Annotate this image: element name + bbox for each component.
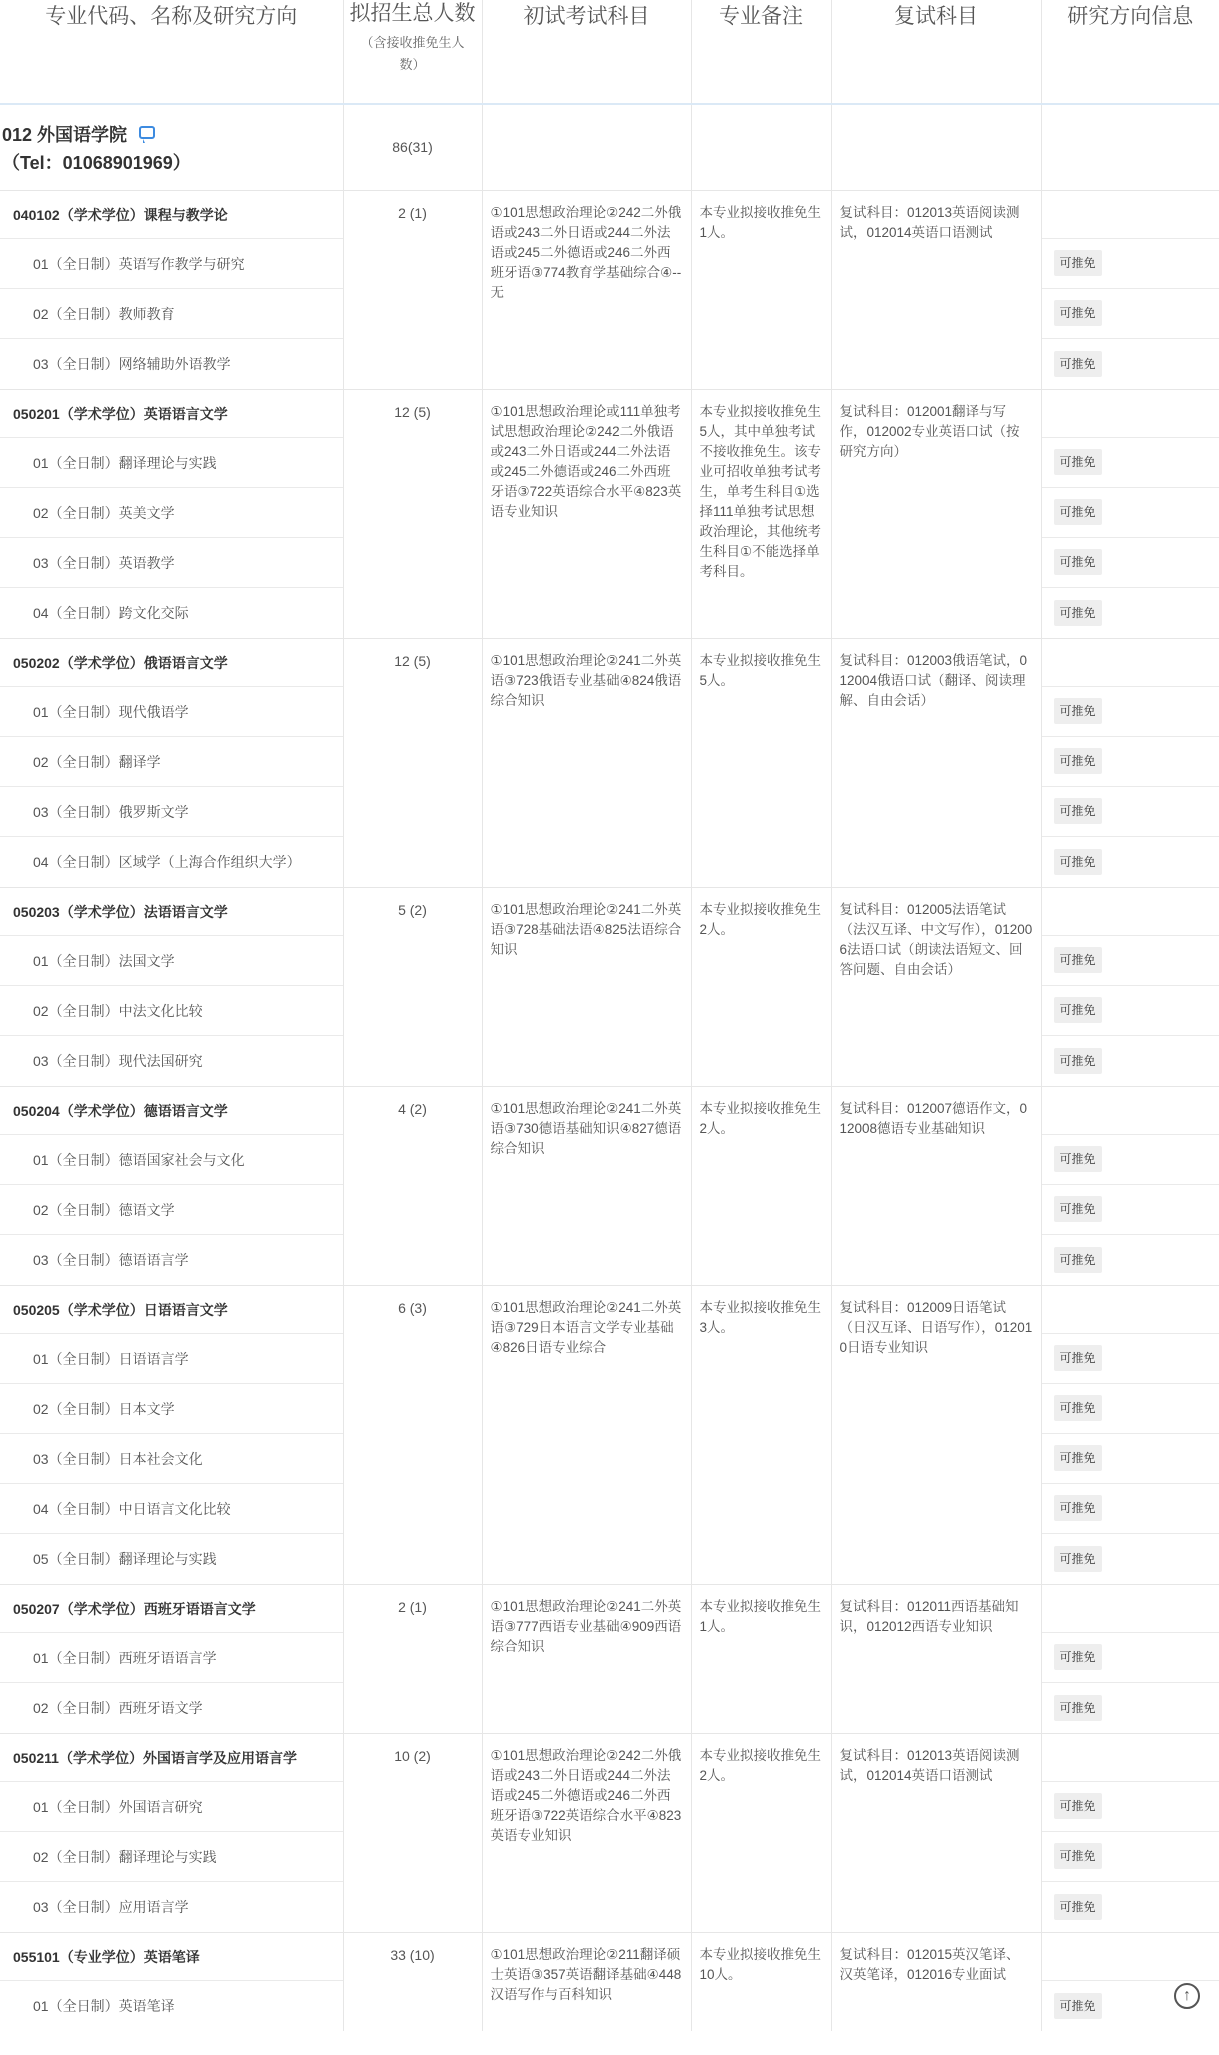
department-row	[0, 104, 1219, 190]
research-direction[interactable]: 02（全日制）中法文化比较	[0, 986, 343, 1036]
retest-subjects: 复试科目：012009日语笔试（日汉互译、日语写作），012010日语专业知识	[831, 1285, 1041, 1584]
research-direction[interactable]: 02（全日制）日本文学	[0, 1384, 343, 1434]
recommend-exempt-tag[interactable]: 可推免	[1054, 849, 1102, 875]
retest-subjects: 复试科目：012011西语基础知识，012012西语专业知识	[831, 1584, 1041, 1733]
research-direction[interactable]: 01（全日制）翻译理论与实践	[0, 438, 343, 488]
recommend-exempt-tag[interactable]: 可推免	[1054, 1843, 1102, 1869]
major-name[interactable]: 050201（学术学位）英语语言文学	[0, 390, 343, 438]
recommend-exempt-tag[interactable]: 可推免	[1054, 1644, 1102, 1670]
major-group-row	[0, 1932, 1219, 2031]
recommend-exempt-tag[interactable]: 可推免	[1054, 300, 1102, 326]
recommend-exempt-tag[interactable]: 可推免	[1054, 1048, 1102, 1074]
retest-subjects: 复试科目：012015英汉笔译、汉英笔译，012016专业面试	[831, 1932, 1041, 2031]
retest-subjects: 复试科目：012005法语笔试（法汉互译、中文写作），012006法语口试（朗读法语短文、回答问题、自由会话）	[831, 887, 1041, 1086]
recommend-exempt-tag[interactable]: 可推免	[1054, 1345, 1102, 1371]
department-tel: （Tel：01068901969）	[2, 153, 191, 173]
major-cell	[0, 1733, 343, 1932]
exam-subjects: ①101思想政治理论②241二外英语③723俄语专业基础④824俄语综合知识	[482, 638, 691, 887]
research-direction[interactable]: 03（全日制）应用语言学	[33, 1898, 189, 1915]
recommend-exempt-tag[interactable]: 可推免	[1054, 1247, 1102, 1273]
header-note: 专业备注	[691, 0, 831, 104]
major-group-row	[0, 1285, 1219, 1584]
direction-info-cell	[1041, 887, 1219, 1086]
header-exam: 初试考试科目	[482, 0, 691, 104]
research-direction[interactable]: 05（全日制）翻译理论与实践	[33, 1550, 217, 1567]
arrow-up-circle-icon: ↑	[1183, 1987, 1191, 2004]
major-note: 本专业拟接收推免生1人。	[691, 190, 831, 389]
major-cell	[0, 1086, 343, 1285]
research-direction[interactable]: 02（全日制）翻译学	[0, 737, 343, 787]
major-name[interactable]: 055101（专业学位）英语笔译	[0, 1933, 343, 1981]
research-direction[interactable]: 03（全日制）日本社会文化	[0, 1434, 343, 1484]
header-count: 拟招生总人数 （含接收推免生人数）	[343, 0, 482, 104]
recommend-exempt-tag[interactable]: 可推免	[1054, 997, 1102, 1023]
direction-info-cell	[1041, 1285, 1219, 1584]
major-name[interactable]: 050202（学术学位）俄语语言文学	[0, 639, 343, 687]
research-direction[interactable]: 01（全日制）英语写作教学与研究	[0, 239, 343, 289]
major-cell	[0, 1932, 343, 2031]
message-icon[interactable]	[139, 126, 155, 139]
recommend-exempt-tag[interactable]: 可推免	[1054, 1993, 1102, 2019]
research-direction[interactable]: 02（全日制）德语文学	[0, 1185, 343, 1235]
direction-info-cell	[1041, 1584, 1219, 1733]
enrollment-count: 12 (5)	[343, 389, 482, 638]
research-direction[interactable]: 03（全日制）网络辅助外语教学	[33, 355, 231, 372]
major-cell	[0, 638, 343, 887]
enrollment-count: 4 (2)	[343, 1086, 482, 1285]
major-note: 本专业拟接收推免生3人。	[691, 1285, 831, 1584]
recommend-exempt-tag[interactable]: 可推免	[1054, 1793, 1102, 1819]
research-direction[interactable]: 01（全日制）现代俄语学	[0, 687, 343, 737]
major-group-row	[0, 1086, 1219, 1285]
enrollment-count: 5 (2)	[343, 887, 482, 1086]
exam-subjects: ①101思想政治理论或111单独考试思想政治理论②242二外俄语或243二外日语或244二外法语或245二外德语或246二外西班牙语③722英语综合水平④823英语专业知识	[482, 389, 691, 638]
enrollment-count: 2 (1)	[343, 1584, 482, 1733]
research-direction[interactable]: 02（全日制）翻译理论与实践	[0, 1832, 343, 1882]
major-name[interactable]: 050211（学术学位）外国语言学及应用语言学	[0, 1734, 343, 1782]
recommend-exempt-tag[interactable]: 可推免	[1054, 1695, 1102, 1721]
enrollment-count: 6 (3)	[343, 1285, 482, 1584]
major-cell	[0, 1285, 343, 1584]
major-group-row	[0, 1584, 1219, 1733]
major-cell	[0, 389, 343, 638]
major-cell	[0, 887, 343, 1086]
recommend-exempt-tag[interactable]: 可推免	[1054, 748, 1102, 774]
header-direction-info: 研究方向信息	[1041, 0, 1219, 104]
recommend-exempt-tag[interactable]: 可推免	[1054, 449, 1102, 475]
exam-subjects: ①101思想政治理论②211翻译硕士英语③357英语翻译基础④448汉语写作与百科知识	[482, 1932, 691, 2031]
major-group-row	[0, 887, 1219, 1086]
research-direction[interactable]: 03（全日制）德语语言学	[33, 1251, 189, 1268]
research-direction[interactable]: 04（全日制）中日语言文化比较	[0, 1484, 343, 1534]
recommend-exempt-tag[interactable]: 可推免	[1054, 947, 1102, 973]
exam-subjects: ①101思想政治理论②241二外英语③729日本语言文学专业基础④826日语专业综合	[482, 1285, 691, 1584]
major-note: 本专业拟接收推免生2人。	[691, 887, 831, 1086]
research-direction[interactable]: 03（全日制）俄罗斯文学	[0, 787, 343, 837]
major-name[interactable]: 040102（学术学位）课程与教学论	[0, 191, 343, 239]
enrollment-count: 10 (2)	[343, 1733, 482, 1932]
major-group-row	[0, 1733, 1219, 1932]
enrollment-count: 12 (5)	[343, 638, 482, 887]
recommend-exempt-tag[interactable]: 可推免	[1054, 250, 1102, 276]
research-direction[interactable]: 01（全日制）法国文学	[0, 936, 343, 986]
retest-subjects: 复试科目：012003俄语笔试，012004俄语口试（翻译、阅读理解、自由会话）	[831, 638, 1041, 887]
direction-info-cell	[1041, 1932, 1219, 2031]
research-direction[interactable]: 03（全日制）现代法国研究	[33, 1052, 203, 1069]
header-major: 专业代码、名称及研究方向	[0, 0, 343, 104]
enrollment-count: 2 (1)	[343, 190, 482, 389]
header-retest: 复试科目	[831, 0, 1041, 104]
research-direction[interactable]: 01（全日制）外国语言研究	[0, 1782, 343, 1832]
exam-subjects: ①101思想政治理论②241二外英语③730德语基础知识④827德语综合知识	[482, 1086, 691, 1285]
direction-info-cell	[1041, 389, 1219, 638]
department-cell	[0, 104, 343, 190]
research-direction[interactable]: 01（全日制）日语语言学	[0, 1334, 343, 1384]
research-direction[interactable]: 02（全日制）教师教育	[0, 289, 343, 339]
exam-subjects: ①101思想政治理论②242二外俄语或243二外日语或244二外法语或245二外德语或246二外西班牙语③774教育学基础综合④--无	[482, 190, 691, 389]
retest-subjects: 复试科目：012013英语阅读测试，012014英语口语测试	[831, 1733, 1041, 1932]
major-cell	[0, 190, 343, 389]
direction-info-cell	[1041, 190, 1219, 389]
department-count: 86(31)	[343, 104, 482, 190]
recommend-exempt-tag[interactable]: 可推免	[1054, 1495, 1102, 1521]
recommend-exempt-tag[interactable]: 可推免	[1054, 1196, 1102, 1222]
exam-subjects: ①101思想政治理论②242二外俄语或243二外日语或244二外法语或245二外德语或246二外西班牙语③722英语综合水平④823英语专业知识	[482, 1733, 691, 1932]
major-note: 本专业拟接收推免生2人。	[691, 1733, 831, 1932]
major-note: 本专业拟接收推免生5人。	[691, 638, 831, 887]
recommend-exempt-tag[interactable]: 可推免	[1054, 1894, 1102, 1920]
major-note: 本专业拟接收推免生5人，其中单独考试不接收推免生。该专业可招收单独考试考生，单考生科目①选择111单独考试思想政治理论，其他统考生科目①不能选择单考科目。	[691, 389, 831, 638]
major-group-row	[0, 389, 1219, 638]
direction-info-cell	[1041, 1086, 1219, 1285]
major-group-row	[0, 638, 1219, 887]
research-direction[interactable]: 01（全日制）西班牙语语言学	[0, 1633, 343, 1683]
department-name[interactable]: 012 外国语学院	[2, 125, 128, 145]
research-direction[interactable]: 01（全日制）英语笔译	[33, 1997, 175, 2014]
recommend-exempt-tag[interactable]: 可推免	[1054, 798, 1102, 824]
exam-subjects: ①101思想政治理论②241二外英语③728基础法语④825法语综合知识	[482, 887, 691, 1086]
major-cell	[0, 1584, 343, 1733]
major-note: 本专业拟接收推免生1人。	[691, 1584, 831, 1733]
major-note: 本专业拟接收推免生10人。	[691, 1932, 831, 2031]
major-name[interactable]: 050204（学术学位）德语语言文学	[0, 1087, 343, 1135]
research-direction[interactable]: 01（全日制）德语国家社会与文化	[0, 1135, 343, 1185]
recommend-exempt-tag[interactable]: 可推免	[1054, 351, 1102, 377]
major-note: 本专业拟接收推免生2人。	[691, 1086, 831, 1285]
scroll-to-top-button[interactable]	[1174, 1983, 1200, 2009]
research-direction[interactable]: 02（全日制）英美文学	[0, 488, 343, 538]
retest-subjects: 复试科目：012007德语作文，012008德语专业基础知识	[831, 1086, 1041, 1285]
exam-subjects: ①101思想政治理论②241二外英语③777西语专业基础④909西语综合知识	[482, 1584, 691, 1733]
research-direction[interactable]: 02（全日制）西班牙语文学	[33, 1699, 203, 1716]
recommend-exempt-tag[interactable]: 可推免	[1054, 549, 1102, 575]
major-group-row	[0, 190, 1219, 389]
direction-info-cell	[1041, 1733, 1219, 1932]
major-name[interactable]: 050203（学术学位）法语语言文学	[0, 888, 343, 936]
enrollment-count: 33 (10)	[343, 1932, 482, 2031]
recommend-exempt-tag[interactable]: 可推免	[1054, 1146, 1102, 1172]
table-header-row	[0, 0, 1219, 104]
recommend-exempt-tag[interactable]: 可推免	[1054, 1395, 1102, 1421]
direction-info-cell	[1041, 638, 1219, 887]
recommend-exempt-tag[interactable]: 可推免	[1054, 600, 1102, 626]
recommend-exempt-tag[interactable]: 可推免	[1054, 698, 1102, 724]
research-direction[interactable]: 03（全日制）英语教学	[0, 538, 343, 588]
recommend-exempt-tag[interactable]: 可推免	[1054, 1445, 1102, 1471]
major-name[interactable]: 050205（学术学位）日语语言文学	[0, 1286, 343, 1334]
recommend-exempt-tag[interactable]: 可推免	[1054, 1546, 1102, 1572]
recommend-exempt-tag[interactable]: 可推免	[1054, 499, 1102, 525]
retest-subjects: 复试科目：012001翻译与写作，012002专业英语口试（按研究方向）	[831, 389, 1041, 638]
research-direction[interactable]: 04（全日制）区域学（上海合作组织大学）	[33, 853, 301, 870]
research-direction[interactable]: 04（全日制）跨文化交际	[33, 604, 189, 621]
retest-subjects: 复试科目：012013英语阅读测试，012014英语口语测试	[831, 190, 1041, 389]
major-name[interactable]: 050207（学术学位）西班牙语语言文学	[0, 1585, 343, 1633]
